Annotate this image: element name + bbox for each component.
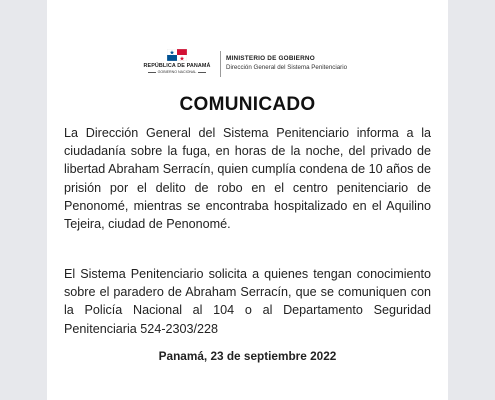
communique-card xyxy=(47,0,448,400)
letterhead xyxy=(47,49,448,79)
ministry-name: MINISTERIO DE GOBIERNO xyxy=(226,55,315,62)
document-title: COMUNICADO xyxy=(179,94,316,115)
government-label: GOBIERNO NACIONAL xyxy=(139,70,215,74)
government-logo xyxy=(139,49,215,79)
document-date: Panamá, 23 de septiembre 2022 xyxy=(158,349,337,363)
direction-name: Dirección General del Sistema Penitenciario xyxy=(226,64,348,71)
paragraph-escape-notice: La Dirección General del Sistema Penitenciario informa a la ciudadanía sobre la fuga, en horas de la noche, del privado de libertad Abraham Serracín, quien cumplía condena de 10 años de prisión por el delito de robo en el centro penitenciario de Penonomé, mientras se encontraba hospitalizado en el Aquilino Tejeira, ciudad de Penonomé. xyxy=(64,126,431,232)
panama-flag-icon xyxy=(167,49,187,61)
paragraph-contact-request: El Sistema Penitenciario solicita a quienes tengan conocimiento sobre el paradero de Abraham Serracín, que se comuniquen con la Policía Nacional al 104 o al Departamento Seguridad Penitenciaria 524-2303/228 xyxy=(64,267,431,336)
header-divider xyxy=(220,51,221,77)
country-name: REPÚBLICA DE PANAMÁ xyxy=(143,63,211,69)
